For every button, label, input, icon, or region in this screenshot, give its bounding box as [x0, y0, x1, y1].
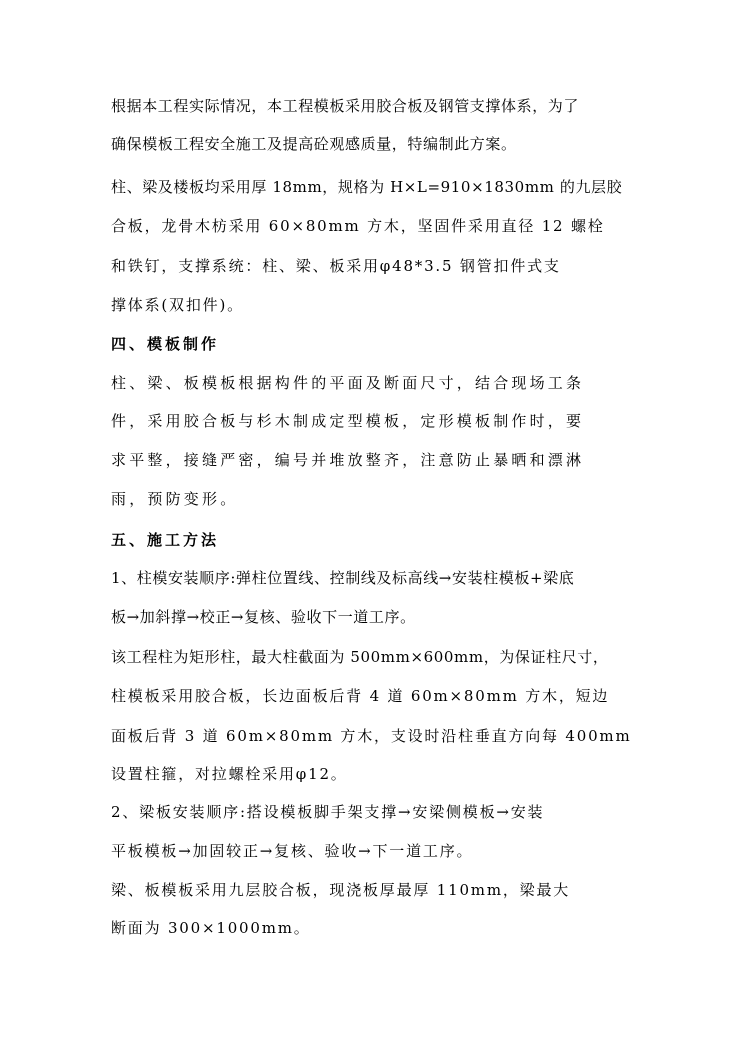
section-4-line-1: 柱、梁、板模板根据构件的平面及断面尺寸，结合现场工条	[111, 374, 585, 392]
beam-paragraph-line-2: 断面为 300×1000mm。	[111, 919, 311, 937]
column-paragraph-line-4: 设置柱箍，对拉螺栓采用φ12。	[111, 765, 348, 783]
materials-line-2: 合板，龙骨木枋采用 60×80mm 方木，坚固件采用直径 12 螺栓	[111, 217, 605, 235]
beam-paragraph-line-1: 梁、板模板采用九层胶合板，现浇板厚最厚 110mm，梁最大	[111, 881, 571, 899]
section-4-line-3: 求平整，接缝严密，编号并堆放整齐，注意防止暴晒和漂淋	[111, 451, 585, 469]
intro-line-1: 根据本工程实际情况，本工程模板采用胶合板及钢管支撑体系，为了	[111, 97, 580, 115]
section-4-heading: 四、模板制作	[111, 335, 220, 353]
section-5-item-2-line-2: 平板模板→加固较正→复核、验收→下一道工序。	[111, 842, 474, 860]
intro-line-2: 确保模板工程安全施工及提高砼观感质量，特编制此方案。	[111, 135, 517, 153]
column-paragraph-line-1: 该工程柱为矩形柱，最大柱截面为 500mm×600mm，为保证柱尺寸，	[111, 648, 609, 666]
section-4-line-2: 件，采用胶合板与杉木制成定型模板，定形模板制作时，要	[111, 412, 585, 430]
column-paragraph-line-3: 面板后背 3 道 60m×80mm 方木，支设时沿柱垂直方向每 400mm	[111, 727, 632, 745]
section-4-line-4: 雨，预防变形。	[111, 490, 239, 508]
section-5-item-1-line-2: 板→加斜撑→校正→复核、验收下一道工序。	[111, 608, 416, 626]
materials-line-4: 撑体系(双扣件)。	[111, 296, 244, 314]
section-5-item-1-line-1: 1、柱模安装顺序:弹柱位置线、控制线及标高线→安装柱模板+梁底	[111, 569, 575, 587]
section-5-heading: 五、施工方法	[111, 531, 220, 549]
section-5-item-2-line-1: 2、梁板安装顺序:搭设模板脚手架支撑→安梁侧模板→安装	[111, 803, 545, 821]
column-paragraph-line-2: 柱模板采用胶合板，长边面板后背 4 道 60m×80mm 方木，短边	[111, 687, 610, 705]
materials-line-1: 柱、梁及楼板均采用厚 18mm，规格为 H×L=910×1830mm 的九层胶	[111, 178, 623, 196]
materials-line-3: 和铁钉，支撑系统：柱、梁、板采用φ48*3.5 钢管扣件式支	[111, 257, 561, 275]
